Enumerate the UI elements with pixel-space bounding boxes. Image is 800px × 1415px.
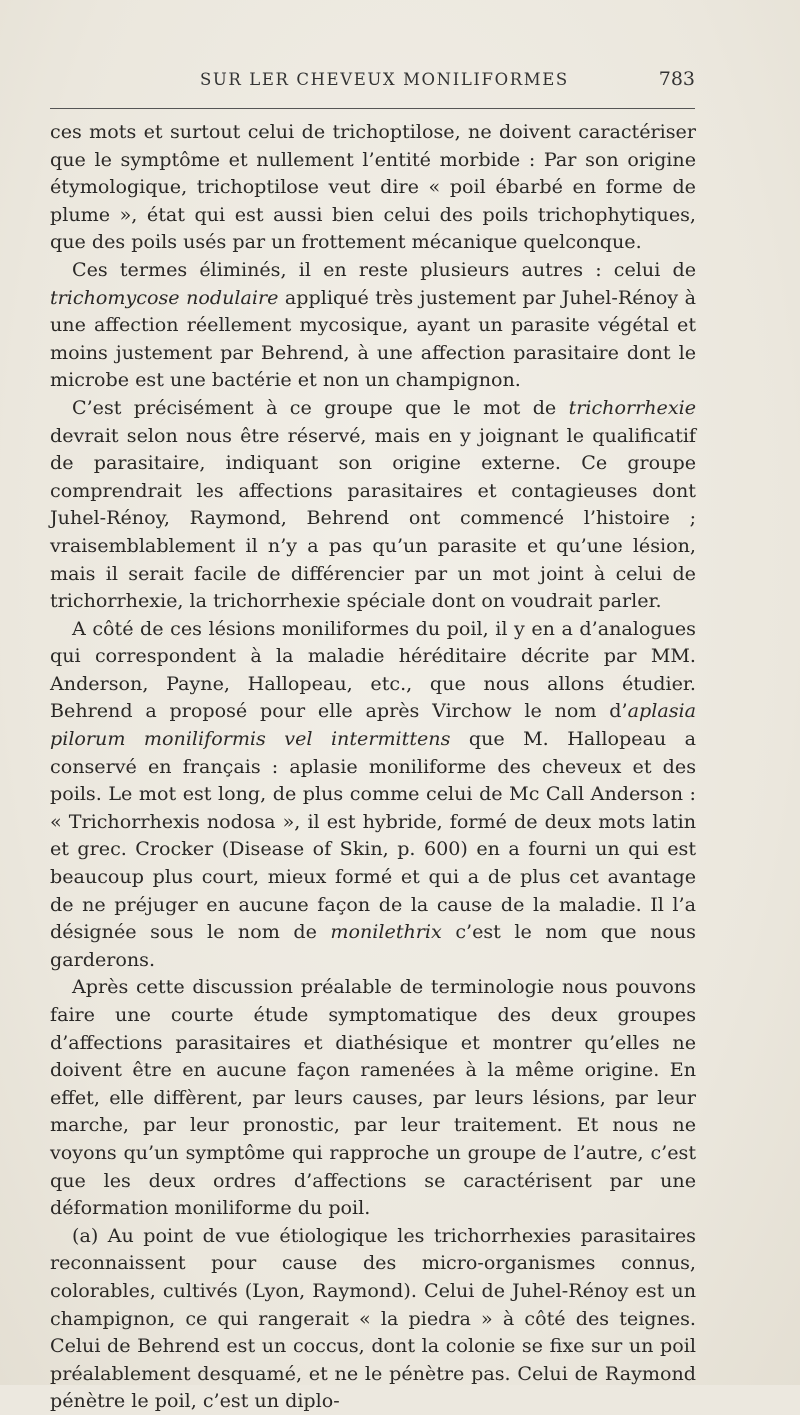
- paragraph-monilethrix: [50, 615, 696, 974]
- paragraph-continuation: [50, 118, 696, 256]
- paragraph-text: Ces termes éliminés, il en reste plusieurs autres : celui de: [72, 257, 696, 281]
- page-number: 783: [658, 68, 695, 90]
- paragraph-text: devrait selon nous être réservé, mais en y joignant le qualificatif de parasitaire, indiquant son origine externe. Ce groupe comprendrait les affections parasitaires et contagieuses dont Juhel-Rénoy, Raymond, Behrend ont commencé l’histoire ; vraisemblablement il n’y a pas qu’un parasite et qu’une lésion, mais il serait facile de différencier par un mot joint à celui de trichorrhexie, la trichorrhexie spéciale dont on voudrait parler.: [50, 423, 696, 613]
- paragraph-trichomycose: [50, 256, 696, 394]
- header-rule: [50, 108, 695, 109]
- body-text: [50, 118, 696, 1415]
- paragraph-trichorrhexie: [50, 394, 696, 615]
- term-italic: trichorrhexie: [568, 395, 696, 419]
- page-header: [50, 70, 695, 100]
- term-italic: trichomycose nodulaire: [50, 285, 279, 309]
- paragraph-text: appliqué très justement par Juhel-Rénoy à une affection réellement mycosique, ayant un parasite végétal et moins justement par Behrend, à une affection parasitaire dont le microbe est une bactérie et non un champignon.: [50, 285, 696, 392]
- paragraph-text: ces mots et surtout celui de trichoptilose, ne doivent caractériser que le symptôme et nullement l’entité morbide : Par son origine étymologique, trichoptilose veut dire « poil ébarbé en forme de plume », état qui est aussi bien celui des poils trichophytiques, que des poils usés par un frottement mécanique quelconque.: [50, 120, 696, 254]
- term-italic: aplasia pilorum moniliformis vel intermittens: [50, 699, 696, 751]
- term-italic: monilethrix: [330, 920, 442, 944]
- running-title: SUR LER CHEVEUX MONILIFORMES: [200, 70, 569, 89]
- paragraph-text: c’est le nom que nous garderons.: [50, 920, 696, 971]
- paragraph-text: Après cette discussion préalable de terminologie nous pouvons faire une courte étude symptomatique des deux groupes d’affections parasitaires et diathésique et montrer qu’elles ne doivent être en aucune façon ramenées à la même origine. En effet, elle diffèrent, par leurs causes, par leurs lésions, par leur marche, par leur pronostic, par leur traitement. Et nous ne voyons qu’un symptôme qui rapproche un groupe de l’autre, c’est que les deux ordres d’affections se caractérisent par une déformation moniliforme du poil.: [50, 975, 696, 1220]
- paragraph-text: que M. Hallopeau a conservé en français : aplasie moniliforme des cheveux et des poils. Le mot est long, de plus comme celui de Mc Call Anderson : « Trichorrhexis nodosa », il est hybride, formé de deux mots latin et grec. Crocker (Disease of Skin, p. 600) en a fourni un qui est beaucoup plus court, mieux formé et qui a de plus cet avantage de ne préjuger en aucune façon de la cause de la maladie. Il l’a désignée sous le nom de: [50, 727, 696, 944]
- paragraph-symptomatique: [50, 973, 696, 1221]
- paragraph-text: A côté de ces lésions moniliformes du poil, il y en a d’analogues qui correspondent à la maladie héréditaire décrite par MM. Anderson, Payne, Hallopeau, etc., que nous allons étudier. Behrend a proposé pour elle après Virchow le nom d’: [50, 616, 696, 723]
- paragraph-text: (a) Au point de vue étiologique les trichorrhexies parasitaires reconnaissent pour cause des micro-organismes connus, colorables, cultivés (Lyon, Raymond). Celui de Juhel-Rénoy est un champignon, ce qui rangerait « la piedra » à côté des teignes. Celui de Behrend est un coccus, dont la colonie se fixe sur un poil préalablement desquamé, et ne le pénètre pas. Celui de Raymond pénètre le poil, c’est un diplo-: [50, 1223, 696, 1413]
- paragraph-etiologique: [50, 1222, 696, 1415]
- paragraph-text: C’est précisément à ce groupe que le mot de: [72, 395, 569, 419]
